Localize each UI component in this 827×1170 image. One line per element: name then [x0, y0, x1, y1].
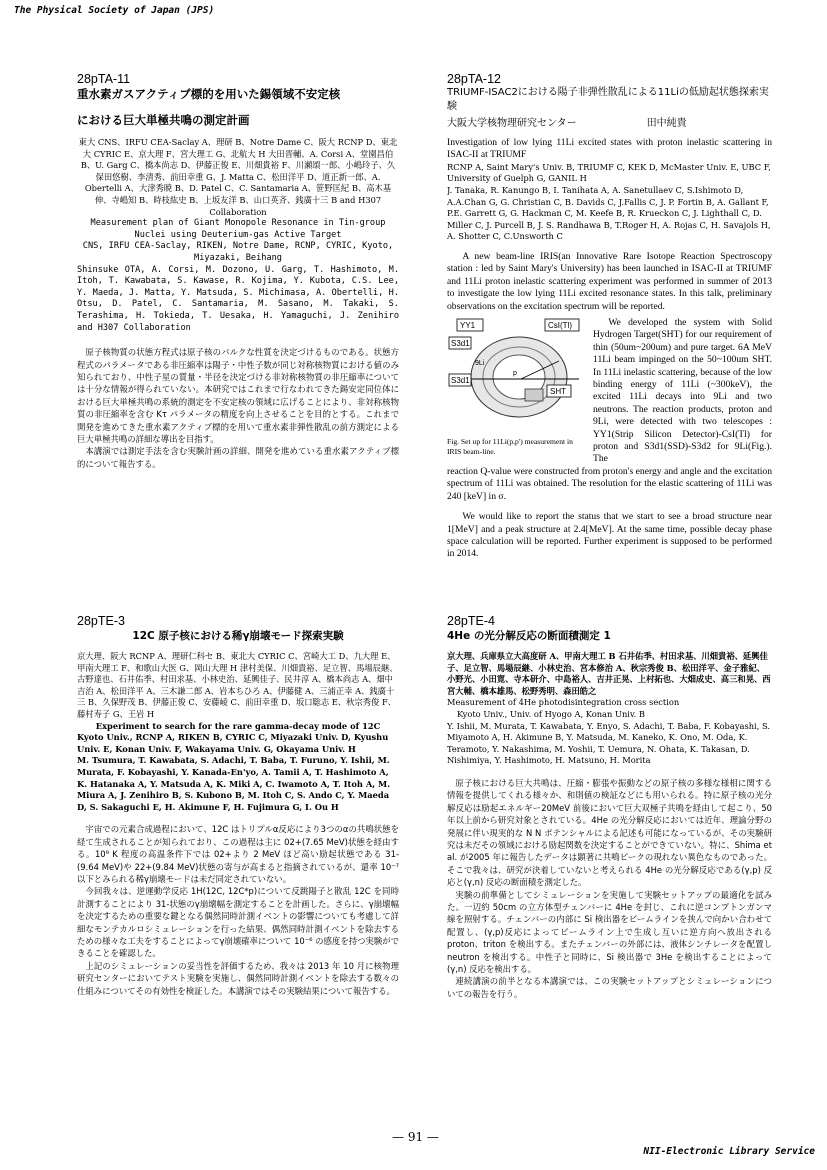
- abstract-title: 4He の光分解反応の断面積測定 1: [447, 630, 611, 642]
- abstract-title: TRIUMF-ISAC2における陽子非弾性散乱による11Liの低励起状態探索実験: [447, 87, 769, 112]
- sht-target: [525, 389, 543, 401]
- title-en: Experiment to search for the rare gamma-decay mode of 12C: [95, 720, 381, 731]
- page-number: — 91 —: [392, 1130, 439, 1144]
- paragraph-1: A new beam-line IRIS(an Innovative Rare Isotope Reaction Spectroscopy station : led by Saint Mary's University) has been launched in ISAC-II at TRIUMF and 11Li proton inelastic scattering experiment was performed in summer of 2013 to investigate the low lying 11Li excited resonance states. In this talk, preliminary observations on the excitation spectrum will be reported.: [447, 250, 772, 312]
- label-p: p: [513, 370, 517, 377]
- abstract-body-3: 上記のシミュレーションの妥当性を評価するため、我々は 2013 年 10 月に核物理研究センターにおいてテスト実験を実施し、偶然同時計測イベントを除去する数々の仕組みについてその有効性を検証した。本講演ではその実験結果について報告する。: [77, 960, 399, 996]
- abstract-body-2: 本講演では測定手法を含む実験計画の詳細、開発を進めている重水素アクティブ標的について報告する。: [77, 446, 399, 469]
- title-en: Measurement of 4He photodisintegration cross section: [447, 697, 680, 708]
- label-sht: SHT: [550, 387, 566, 396]
- authors-en: Shinsuke OTA, A. Corsi, M. Dozono, U. Garg, T. Hashimoto, M. Itoh, T. Kawabata, S. Kawase, R. Kojima, Y. Kubota, C.S. Lee, Y. Maeda, J. Matta, Y. Matsuda, S. Michimasa, A. Obertelli, H. Otsu, D. Patel, C. Santamaria, M. Sasano, M. Takaki, S. Terashima, H. Tokieda, T. Uesaka, H. Yamaguchi, J. Zenihiro and H307 Collaboration: [77, 264, 399, 333]
- affiliations-en: CNS, IRFU CEA-Saclay, RIKEN, Notre Dame, RCNP, CYRIC, Kyoto, Miyazaki, Beihang: [82, 241, 394, 263]
- authors-en: Y. Ishii, M. Murata, T. Kawabata, Y. Enyo, S. Adachi, T. Baba, F. Kobayashi, S. Miyamoto A, H. Akimune B, Y. Matsuda, M. Kaneko, K. Ono, M. Oda, K. Teramoto, Y. Nakashima, M. Yoshii, T. Uemura, N. Ohata, K. Takasan, D. Nishimiya, Y. Hashimoto, H. Matsuno, H. Morita: [447, 720, 771, 766]
- paragraph-3: reaction Q-value were constructed from proton's energy and angle and the excitation spectrum of 11Li was obtained. The resolution for the elastic scattering of 11Li was 240 [keV] in σ.: [447, 465, 772, 502]
- abstract-body: 原子核物質の状態方程式は原子核のバルクな性質を決定づけるものである。状態方程式のパラメータである非圧縮率は陽子・中性子数が同じ対称核物質における値のみ知られており、中性子星の質量・半径を決定づける非対称核物質の非圧縮率については十分な情報が得られていない。本研究ではこれまで行なわれてきた錫安定同位体における巨大単極共鳴の系統的測定を不安定核の領域に広げることにより、非対称核物質の非圧縮率を含む Kτ パラメータの精度を向上させることを目的とする。これまで開発を進めてきた重水素アクティブ標的を用いて重水素非弾性散乱の前方測定による巨大単極共鳴の詳細な導出を目指す。: [77, 347, 399, 444]
- authors-jp: 京大理、兵庫県立大高度研 A、甲南大理工 B 石井佑季、村田求基、川畑貴裕、延興佳子、足立智、馬場辰継、小林史治、宮本修治 A、秋宗秀俊 B、松田洋平、金子雅紀、小野光、小田寛、寺本研介、中島裕人、吉井正晃、上村拓也、大畑成史、高三和晃、西宮大輔、橋本雄馬、松野秀明、森田皓之: [447, 651, 771, 696]
- abstract-code: 28pTE-3: [77, 614, 125, 628]
- label-yy1: YY1: [460, 321, 476, 330]
- authors-en: M. Tsumura, T. Kawabata, S. Adachi, T. Baba, T. Furuno, Y. Ishii, M. Murata, F. Kobayashi, Y. Kanada-En'yo, A. Tamii A, T. Hashimoto A, K. Hatanaka A, Y. Matsuda A, K. Miki A, C. Iwamoto A, T. Itoh A, M. Miura A, J. Zenihiro B, S. Kubono B, M. Itoh C, S. Ando C, Y. Maeda D, S. Sakaguchi E, H. Akimune F, H. Fujimura G, I. Ou H: [77, 755, 391, 812]
- title-en: Investigation of low lying 11Li excited states with proton inelastic scattering in ISAC-II at TRIUMF: [447, 137, 772, 161]
- abstract-28pTE-4: [447, 614, 772, 1104]
- abstract-code: 28pTE-4: [447, 614, 495, 628]
- authors-en: J. Tanaka, R. Kanungo B, I. Tanihata A, A. Sanetullaev C, S.Ishimoto D, A.A.Chan G, G. Christian C, B. Davids C, J.Fallis C, J. P. Fortin B, A. Gallant F, P.E. Garrett G, G. Hackman C, M. Keefe B, R. Krueckon C, J. Lighthall C, D. Miller C, J. Purcell B, J. S. Randhawa B, T.Roger H, A. Rojas C, H. Savajols H, A. Shotter C, C.Unsworth C: [447, 185, 771, 242]
- abstract-28pTA-11: [77, 72, 399, 562]
- library-footer: NII-Electronic Library Service: [643, 1146, 815, 1157]
- authors-jp: 東大 CNS、IRFU CEA-Saclay A、理研 B、Notre Dame C、阪大 RCNP D、東北大 CYRIC E、京大理 F、宮大理工 G、北航大 H 大田晋輔、A. Corsi A、堂園昌伯 B、U. Garg C、橋本尚志 D、伊藤正俊 E、川畑貴裕 F、川瀬頌一郎、小嶋玲子、久保田悠樹、李清秀、前田幸重 G、J. Matta C、松田洋平 D、道正新一郎、A. Obertelli A、大津秀暁 B、D. Patel C、C. Santamaria A、笹野匡紀 B、高木基伸、寺嶋知 B、時枝紘史 B、上坂友洋 B、山口英斉、銭廣十三 B and H307 Collaboration: [78, 137, 398, 217]
- paragraph-4: We would like to report the status that we start to see a broad structure near 1[MeV] and a peak structure at 2.4[MeV]. At the same time, possible decay phase space calculation will be reported. Further experiment is supposed to be performed in 2014.: [447, 511, 772, 560]
- abstract-body: 原子核における巨大共鳴は、圧縮・膨張や振動などの原子核の多様な様相に関する情報を提供してくれる様々か、和則値の検証などにも用いられる。特に原子核の光分解反応は励起エネルギー20MeV 前後において巨大双極子共鳴を経由して起こり、50 年以上前から研究対象とされている。4He の光分解反応においては近年、理論分野の発展に伴い現実的な N N ポテンシャルによる記述も可能になっているが、その実験研究は未だその領域における励起関数を決定することができていない。特に、Shima et al. が2005 年に報告したデータは顕著に共鳴ピークの現れない異色なものであった。そこで我々は、研究が決着していないと考えられる 4He の光分解反応である(γ,p) 反応と(γ,n) 反応の断面積を測定した。: [447, 777, 772, 888]
- affiliations-en: Kyoto Univ., RCNP A, RIKEN B, CYRIC C, Miyazaki Univ. D, Kyushu Univ. E, Konan Univ. F, Wakayama Univ. G, Okayama Univ. H: [77, 732, 389, 754]
- figure: [447, 317, 587, 466]
- label-s3d1-a: S3d1: [451, 339, 470, 348]
- abstract-code: 28pTA-12: [447, 72, 501, 86]
- abstract-28pTA-12: [447, 72, 772, 582]
- paragraph-2: We developed the system with Solid Hydrogen Target(SHT) for our requirement of thin (50um~200um) and pure target. 6A MeV 11Li beam impinged on the 50~100um SHT. In 11Li inelastic scattering, because of the low binding energy of 11Li (~300keV), the excited 11Li decays into 9Li and two neutrons. The reaction products, proton and 9Li, were detected with two telescopes : YY1(Strip Silicon Detector)-CsI(Tl) for proton and S3d1(SSD)-S3d2 for 9Li(Fig.). The: [593, 317, 772, 465]
- abstract-28pTE-3: [77, 614, 399, 1094]
- figure-caption: Fig. Set up for 11Li(p,p') measurement in IRIS beam-line.: [447, 437, 573, 456]
- abstract-title: 12C 原子核における稀γ崩壊モード探索実験: [132, 630, 344, 642]
- affiliations-en: RCNP A, Saint Mary's Univ. B, TRIUMF C, KEK D, McMaster Univ. E, UBC F, University of Guelph G, GANIL H: [447, 161, 771, 184]
- label-csi: CsI(Tl): [548, 321, 572, 330]
- abstract-body-3: 連続講演の前半となる本講演では、この実験セットアップとシミュレーションについての報告を行う。: [447, 976, 772, 999]
- figure-block: [447, 317, 772, 466]
- abstract-code: 28pTA-11: [77, 72, 131, 86]
- abstract-body-2: 今回我々は、逆運動学反応 1H(12C, 12C*p)について反跳陽子と散乱 12C を同時計測することにより 31-状態のγ崩壊幅を測定することを計画した。さらに、γ崩壊幅を決定するための重要な鍵となる偶然同時計測イベントの影響についても考慮して詳細なモンテカルロシミュレーションを行った結果、偶然同時計測イベントを除去するための様々な工夫をすることによってγ崩壊確率について 10⁻⁶ の感度を持つ実験ができることを確認した。: [77, 886, 399, 959]
- label-s3d1-b: S3d1: [451, 376, 470, 385]
- setup-diagram: [447, 317, 587, 435]
- journal-header: The Physical Society of Japan (JPS): [14, 5, 215, 16]
- abstract-body: 宇宙での元素合成過程において、12C はトリプルα反応により3つのαの共鳴状態を経て生成されることが知られており、この過程は主に 02+(7.65 MeV)状態を経由する。10⁹ K 程度の高温条件下では 02+より 2 MeV ほど高い励起状態である 31-(9.64 MeV)や 22+(9.84 MeV)状態の寄与が高まると指摘されているが、還率 10⁻⁷ 以下とみられる稀γ崩壊モードは未だ同定されていない。: [77, 824, 399, 884]
- affiliation-jp: 大阪大学核物理研究センター 田中純貴: [447, 118, 687, 129]
- abstract-title: 重水素ガスアクティブ標的を用いた錫領域不安定核 における巨大単極共鳴の測定計画: [77, 87, 341, 127]
- abstract-body-2: 実験の前準備としてシミュレーションを実施して実験セットアップの最適化を試みた。一辺約 50cm の立方体型チェンバーに 4He を封じ、これに逆コンプトンガンマ線を照射する。チェンバーの内部に Si 検出器をビームラインを挟んで向かい合わせて配置し、(γ,p)反応によってビームライン上で生成し互いに逆方向へ放出される proton、triton を検出する。またチェンバーの外部には、液体シンチレータを配置し neutron を検出する。中性子と同時に、Si 検出器で 3He を検出することによって(γ,n) 反応を検出する。: [447, 889, 772, 975]
- title-en: Measurement plan of Giant Monopole Resonance in Tin-group Nuclei using Deuterium-gas Active Target: [90, 218, 386, 240]
- affiliations-en: Kyoto Univ., Univ. of Hyogo A, Konan Univ. B: [457, 708, 646, 719]
- label-li: 9Li: [475, 360, 485, 367]
- authors-jp: 京大理、阪大 RCNP A、理研仁科セ B、東北大 CYRIC C、宮崎大工 D、九大理 E、甲南大理工 F、和歌山大医 G、岡山大理 H 津村美保、川畑貴裕、足立智、馬場辰継、古野達也、石井佑季、村田求基、小林史治、延興佳子、民井淳 A、橋本尚志 A、畑中吉治 A、松田洋平 A、三木謙二郎 A、岩本ちひろ A、伊藤健 A、三浦正幸 A、銭廣十三 B、久保野茂 B、伊藤正俊 C、安藤崚 C、前田幸重 D、坂口聡志 E、秋宗秀俊 F、藤村寿子 G、王岩 H: [77, 651, 398, 719]
